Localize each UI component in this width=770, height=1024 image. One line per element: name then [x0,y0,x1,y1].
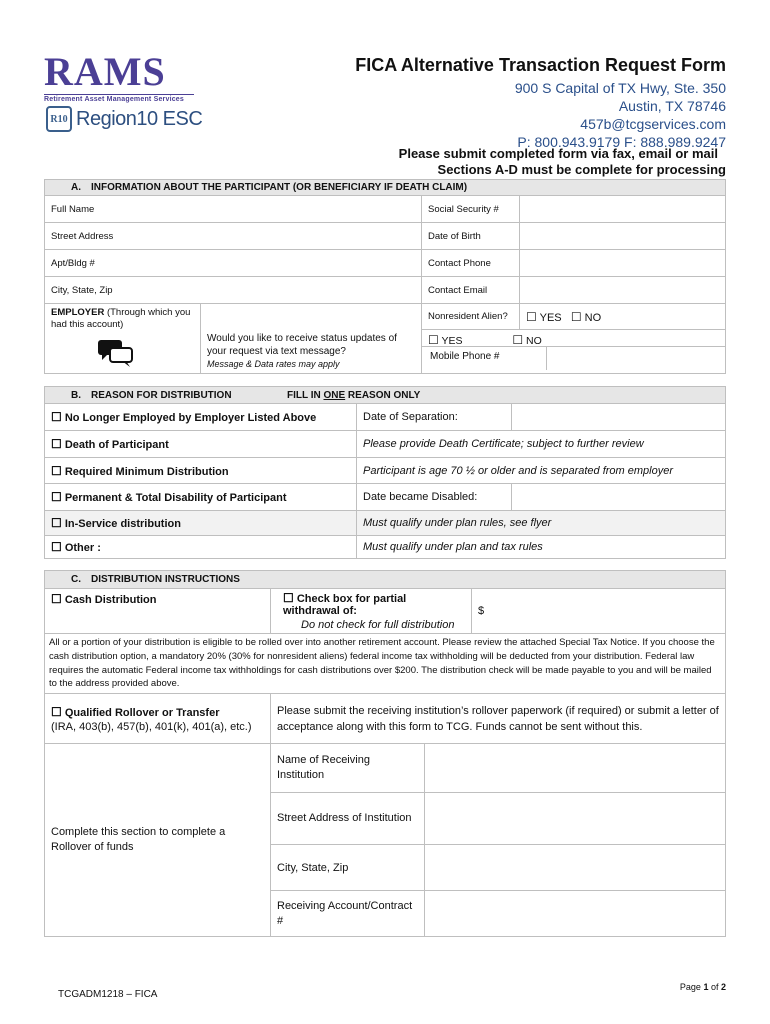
section-b-title: REASON FOR DISTRIBUTION [91,389,232,401]
reason-option-2[interactable] [45,458,357,484]
dob-field[interactable] [520,223,726,250]
contact-phone-label: Contact Phone [428,257,491,269]
partial-amount-field[interactable] [472,589,726,634]
ssn-field[interactable] [520,196,726,223]
nonresident-options [520,304,726,330]
reason-option-0[interactable] [45,404,357,431]
section-b-table [44,386,726,559]
dob-label: Date of Birth [428,230,481,242]
checkbox-icon[interactable]: ☐ [283,591,294,605]
account-label-cell [271,891,425,937]
reason-option-1[interactable] [45,431,357,458]
contact-email-label: Contact Email [428,284,488,296]
reason-label-0: No Longer Employed by Employer Listed Above [64,412,317,424]
checkbox-icon[interactable]: ☐ [570,309,582,324]
institution-street-label-cell [271,793,425,845]
form-title: FICA Alternative Transaction Request Form [355,55,726,75]
reason-label-3: Permanent & Total Disability of Participant [64,492,287,504]
rollover-instructions-cell [45,744,271,937]
reason-detail-2: Participant is age 70 ½ or older and is separated from employer [363,464,673,477]
checkbox-icon[interactable]: ☐ [512,332,524,347]
page-current: 1 [703,982,709,992]
reason-detail-cell-2 [357,458,726,484]
receiving-name-label: Name of Receiving Institution [277,754,370,782]
rollover-note-cell [271,694,726,744]
section-c-header [45,571,726,589]
text-yes-label: YES [441,334,463,347]
street-address-label: Street Address [51,230,114,242]
apt-field[interactable] [45,250,422,277]
section-c-title: DISTRIBUTION INSTRUCTIONS [91,574,240,585]
reason-detail-1: Please provide Death Certificate; subject to further review [363,438,644,450]
partial-withdrawal-option[interactable] [271,589,472,634]
text-updates-question: Would you like to receive status updates of your request via text message? [207,332,397,357]
page-number [680,982,726,992]
disabled-date-label-cell [357,484,512,511]
chat-bubbles-icon [52,338,134,370]
section-a-title: INFORMATION ABOUT THE PARTICIPANT (OR BENEFICIARY IF DEATH CLAIM) [91,182,468,193]
checkbox-icon[interactable]: ☐ [51,410,62,424]
tax-notice-text: All or a portion of your distribution is eligible to be rolled over into another retirement account. Please review the attached Special Tax Notice. If you choose the cash distribution option, a mandatory 20% (30% for nonresident aliens) federal income tax withholding will be deducted from your distribution. Federal law requires the automatic Federal income tax withholdings for cash distributions over $200. The distribution check will be made payable to you and will be mailed to the address provided above. [49,637,715,690]
reason-label-2: Required Minimum Distribution [64,465,229,478]
separation-date-field[interactable] [512,404,726,431]
reason-detail-0: Date of Separation: [363,411,458,423]
rams-logo-subtitle: Retirement Asset Management Services [44,94,194,103]
cash-distribution-label: Cash Distribution [64,594,157,606]
section-a-header [45,180,726,196]
checkbox-icon[interactable]: ☐ [51,704,62,719]
fill-in-one: ONE [323,389,346,401]
institution-street-field[interactable] [425,793,726,845]
mobile-phone-field[interactable] [547,347,725,370]
reason-detail-cell-5 [357,536,726,559]
checkbox-icon[interactable]: ☐ [428,332,439,347]
section-b-header [45,387,726,404]
reason-detail-3: Date became Disabled: [363,491,478,503]
receiving-name-field[interactable] [425,744,726,793]
submit-note: Please submit completed form via fax, email or mail [398,146,718,161]
full-name-label: Full Name [51,203,95,215]
checkbox-icon[interactable]: ☐ [51,463,62,478]
address-line-2: Austin, TX 78746 [618,98,726,114]
nonresident-no-label: NO [584,311,602,324]
reason-option-3[interactable] [45,484,357,511]
city-state-zip-label: City, State, Zip [51,284,113,296]
street-address-field[interactable] [45,223,422,250]
checkbox-icon[interactable]: ☐ [51,540,62,554]
text-rates-note: Message & Data rates may apply [207,358,340,369]
reason-label-4: In-Service distribution [64,518,181,530]
receiving-name-label-cell [271,744,425,793]
phone-fax: P: 800.943.9179 F: 888.989.9247 [517,134,726,150]
reason-label-1: Death of Participant [64,439,169,451]
page-prefix: Page [679,982,704,992]
account-field[interactable] [425,891,726,937]
nonresident-label: Nonresident Alien? [428,311,508,322]
rollover-note: Please submit the receiving institution’s rollover paperwork (if required) or submit a letter of acceptance along with this form to TCG. Funds cannot be sent without this. [277,704,719,733]
complete-note: Sections A-D must be complete for processing [437,162,726,177]
institution-street-label: Street Address of Institution [277,812,412,825]
reason-detail-5: Must qualify under plan and tax rules [363,541,543,553]
institution-city-field[interactable] [425,845,726,891]
apt-label: Apt/Bldg # [51,257,95,269]
fill-in-prefix: FILL IN [287,389,324,401]
city-state-zip-field[interactable] [45,277,422,304]
form-code: TCGADM1218 – FICA [58,989,158,1000]
partial-withdrawal-note: Do not check for full distribution [301,619,455,631]
region-logo-text: Region10 ESC [76,107,203,130]
rams-logo [44,49,194,103]
cash-distribution-option[interactable] [45,589,271,634]
reason-detail-cell-1 [357,431,726,458]
checkbox-icon[interactable]: ☐ [51,592,62,606]
dob-label-cell [422,223,520,250]
account-label: Receiving Account/Contract # [277,899,413,927]
page-total: 2 [720,982,726,992]
text-options-cell [422,330,726,374]
full-name-field[interactable] [45,196,422,223]
checkbox-icon[interactable]: ☐ [51,437,62,451]
contact-email-link[interactable]: 457b@tcgservices.com [580,116,726,132]
rollover-label: Qualified Rollover or Transfer [64,706,220,719]
contact-phone-label-cell [422,250,520,277]
checkbox-icon[interactable]: ☐ [526,309,537,324]
reason-option-4[interactable] [45,511,357,536]
region10-logo [46,106,202,132]
mobile-phone-label: Mobile Phone # [422,347,547,370]
ssn-label: Social Security # [428,203,499,215]
employer-label: EMPLOYER [51,307,105,318]
region-badge-icon: R10 [46,106,72,132]
nonresident-label-cell [422,304,520,330]
text-no-label: NO [526,334,542,347]
reason-detail-4: Must qualify under plan rules, see flyer [363,517,552,529]
employer-label-rest: (Through which you had this account) [51,307,191,330]
institution-city-label-cell [271,845,425,891]
rollover-option[interactable] [45,694,271,744]
dollar-sign: $ [478,605,485,617]
section-b-letter: B. [71,389,81,401]
section-a-letter: A. [71,182,81,193]
fill-in-suffix: REASON ONLY [345,389,421,401]
contact-email-label-cell [422,277,520,304]
page-of: of [708,982,721,992]
reason-label-5: Other : [64,542,101,554]
rollover-instructions: Complete this section to complete a Rollover of funds [51,826,226,854]
contact-email-field[interactable] [520,277,726,304]
partial-withdrawal-label: Check box for partial withdrawal of: [283,593,407,617]
section-c-table [44,570,726,937]
ssn-label-cell [422,196,520,223]
institution-city-label: City, State, Zip [277,861,349,874]
employer-field[interactable] [201,304,422,330]
nonresident-yes-label: YES [539,311,562,324]
reason-option-5[interactable] [45,536,357,559]
header-block [355,55,726,151]
contact-phone-field[interactable] [520,250,726,277]
disabled-date-field[interactable] [512,484,726,511]
tax-notice-paragraph [45,634,726,694]
checkbox-icon[interactable]: ☐ [51,490,62,504]
rams-logo-text: RAMS [44,49,166,94]
text-question-cell [201,330,422,374]
checkbox-icon[interactable]: ☐ [51,516,62,530]
reason-detail-cell-4 [357,511,726,536]
separation-date-label-cell [357,404,512,431]
address-line-1: 900 S Capital of TX Hwy, Ste. 350 [514,80,726,96]
rollover-types: (IRA, 403(b), 457(b), 401(k), 401(a), etc.) [51,720,252,733]
section-a-table [44,179,726,374]
section-c-letter: C. [71,574,81,585]
